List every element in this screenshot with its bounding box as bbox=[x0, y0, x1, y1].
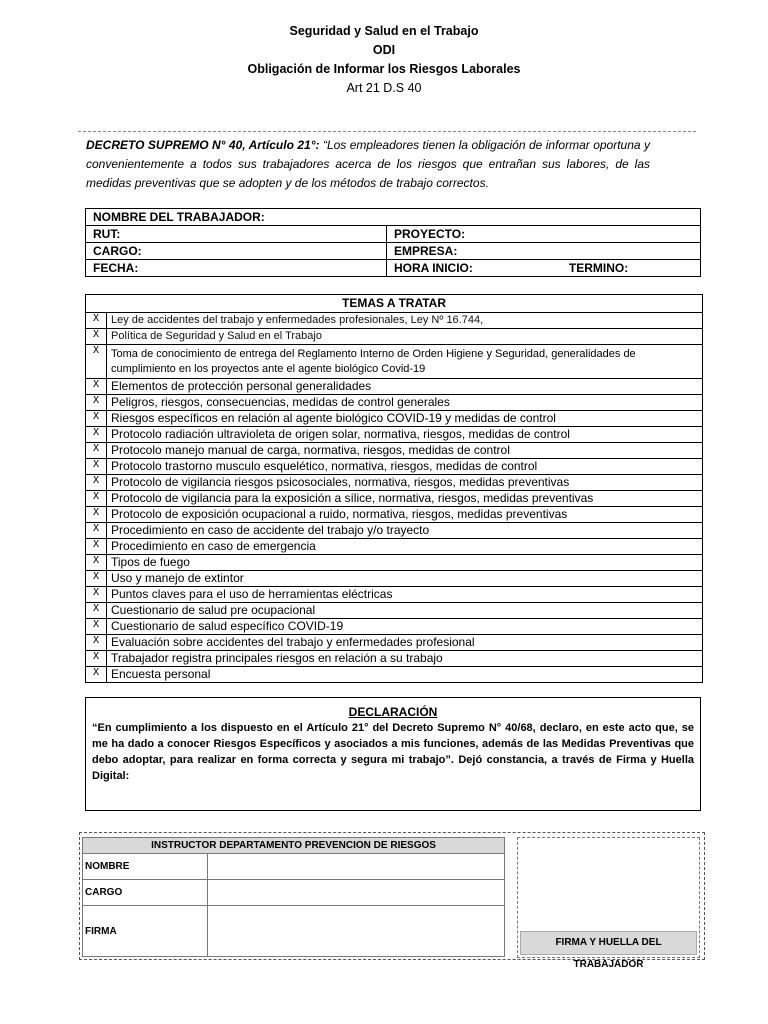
topic-row bbox=[86, 491, 703, 507]
topic-checkmark[interactable]: X bbox=[86, 345, 107, 379]
topic-label: Elementos de protección personal generalidades bbox=[107, 379, 703, 395]
declaration-box bbox=[85, 697, 701, 811]
topic-label: Uso y manejo de extintor bbox=[107, 571, 703, 587]
topic-row bbox=[86, 427, 703, 443]
topic-checkmark[interactable]: X bbox=[86, 571, 107, 587]
topic-row bbox=[86, 571, 703, 587]
topic-label: Ley de accidentes del trabajo y enfermedades profesionales, Ley Nº 16.744, bbox=[107, 313, 703, 329]
topic-checkmark[interactable]: X bbox=[86, 313, 107, 329]
field-rut[interactable]: RUT: bbox=[86, 226, 387, 243]
topic-row bbox=[86, 475, 703, 491]
topic-checkmark[interactable]: X bbox=[86, 523, 107, 539]
field-nombre[interactable]: NOMBRE DEL TRABAJADOR: bbox=[86, 209, 701, 226]
topic-label: Procedimiento en caso de emergencia bbox=[107, 539, 703, 555]
topic-label: Protocolo manejo manual de carga, normativa, riesgos, medidas de control bbox=[107, 443, 703, 459]
field-empresa[interactable]: EMPRESA: bbox=[387, 243, 701, 260]
divider bbox=[78, 131, 696, 132]
instructor-cargo-label: CARGO bbox=[83, 880, 208, 906]
instructor-cargo-field[interactable] bbox=[208, 880, 505, 906]
topics-header: TEMAS A TRATAR bbox=[86, 295, 703, 313]
instructor-nombre-label: NOMBRE bbox=[83, 854, 208, 880]
topic-label: Toma de conocimiento de entrega del Reglamento Interno de Orden Higiene y Seguridad, generalidades de cumplimiento en los proyectos ante el agente biológico Covid-19 bbox=[107, 345, 703, 379]
topic-label: Tipos de fuego bbox=[107, 555, 703, 571]
topic-row bbox=[86, 443, 703, 459]
decree-label: DECRETO SUPREMO N° 40, Artículo 21°: bbox=[86, 138, 320, 152]
topic-label: Protocolo de exposición ocupacional a ruido, normativa, riesgos, medidas preventivas bbox=[107, 507, 703, 523]
topic-label: Política de Seguridad y Salud en el Trabajo bbox=[107, 329, 703, 345]
worker-signature-box[interactable] bbox=[517, 837, 700, 970]
topic-checkmark[interactable]: X bbox=[86, 651, 107, 667]
topic-row bbox=[86, 395, 703, 411]
declaration-title: DECLARACIÓN bbox=[348, 705, 438, 719]
topic-row bbox=[86, 587, 703, 603]
topic-label: Protocolo trastorno musculo esquelético, normativa, riesgos, medidas de control bbox=[107, 459, 703, 475]
topic-checkmark[interactable]: X bbox=[86, 619, 107, 635]
header-line-1: Seguridad y Salud en el Trabajo bbox=[289, 24, 479, 38]
topic-label: Procedimiento en caso de accidente del trabajo y/o trayecto bbox=[107, 523, 703, 539]
header-line-2: ODI bbox=[372, 43, 396, 57]
header-line-4: Art 21 D.S 40 bbox=[346, 81, 422, 95]
topic-label: Cuestionario de salud específico COVID-19 bbox=[107, 619, 703, 635]
topic-row bbox=[86, 635, 703, 651]
topic-row bbox=[86, 313, 703, 329]
topic-checkmark[interactable]: X bbox=[86, 427, 107, 443]
topic-checkmark[interactable]: X bbox=[86, 491, 107, 507]
topic-row bbox=[86, 507, 703, 523]
topic-row bbox=[86, 411, 703, 427]
topic-row bbox=[86, 459, 703, 475]
topic-checkmark[interactable]: X bbox=[86, 379, 107, 395]
topic-label: Peligros, riesgos, consecuencias, medidas de control generales bbox=[107, 395, 703, 411]
field-proyecto[interactable]: PROYECTO: bbox=[387, 226, 701, 243]
declaration-text: “En cumplimiento a los dispuesto en el Artículo 21° del Decreto Supremo N° 40/68, declaro, en este acto que, se me ha dado a conocer Riesgos Específicos y asociados a mis funciones, además de las Medidas Preventivas que debo adoptar, para realizar en forma correcta y segura mi trabajo”. Dejó constancia, a través de Firma y Huella Digital: bbox=[92, 722, 694, 782]
topic-row bbox=[86, 539, 703, 555]
topic-row bbox=[86, 555, 703, 571]
field-termino: TERMINO: bbox=[568, 261, 629, 275]
document-header bbox=[0, 22, 768, 98]
field-cargo[interactable]: CARGO: bbox=[86, 243, 387, 260]
topic-checkmark[interactable]: X bbox=[86, 459, 107, 475]
topic-checkmark[interactable]: X bbox=[86, 475, 107, 491]
topic-label: Protocolo radiación ultravioleta de origen solar, normativa, riesgos, medidas de control bbox=[107, 427, 703, 443]
worker-signature-caption: FIRMA Y HUELLA DEL TRABAJADOR bbox=[520, 931, 697, 955]
decree-text: “Los empleadores tienen la obligación de informar oportuna y convenientemente a todos sus trabajadores acerca de los riesgos que entrañan sus labores, de las medidas preventivas que se adopten y de los métodos de trabajo correctos. bbox=[86, 138, 651, 190]
topic-checkmark[interactable]: X bbox=[86, 555, 107, 571]
header-line-3: Obligación de Informar los Riesgos Laborales bbox=[247, 62, 521, 76]
topic-row bbox=[86, 651, 703, 667]
topic-checkmark[interactable]: X bbox=[86, 411, 107, 427]
instructor-nombre-field[interactable] bbox=[208, 854, 505, 880]
field-hora-inicio: HORA INICIO: bbox=[394, 261, 473, 275]
topic-checkmark[interactable]: X bbox=[86, 635, 107, 651]
topic-row bbox=[86, 667, 703, 683]
topic-label: Protocolo de vigilancia riesgos psicosociales, normativa, riesgos, medidas preventivas bbox=[107, 475, 703, 491]
topic-row bbox=[86, 603, 703, 619]
topic-checkmark[interactable]: X bbox=[86, 667, 107, 683]
topic-checkmark[interactable]: X bbox=[86, 539, 107, 555]
topic-checkmark[interactable]: X bbox=[86, 329, 107, 345]
topic-label: Cuestionario de salud pre ocupacional bbox=[107, 603, 703, 619]
topic-row bbox=[86, 523, 703, 539]
topic-checkmark[interactable]: X bbox=[86, 507, 107, 523]
field-fecha[interactable]: FECHA: bbox=[86, 260, 387, 277]
topic-checkmark[interactable]: X bbox=[86, 395, 107, 411]
topic-row bbox=[86, 329, 703, 345]
topic-checkmark[interactable]: X bbox=[86, 443, 107, 459]
instructor-header: INSTRUCTOR DEPARTAMENTO PREVENCION DE RIESGOS bbox=[83, 838, 505, 854]
instructor-firma-label: FIRMA bbox=[83, 906, 208, 957]
topic-label: Protocolo de vigilancia para la exposición a sílice, normativa, riesgos, medidas preventivas bbox=[107, 491, 703, 507]
topic-checkmark[interactable]: X bbox=[86, 603, 107, 619]
instructor-table bbox=[82, 837, 505, 957]
topic-label: Puntos claves para el uso de herramientas eléctricas bbox=[107, 587, 703, 603]
topic-row bbox=[86, 345, 703, 379]
topic-label: Evaluación sobre accidentes del trabajo y enfermedades profesional bbox=[107, 635, 703, 651]
decree-paragraph bbox=[86, 136, 650, 193]
worker-info-table bbox=[85, 208, 701, 277]
topic-label: Riesgos específicos en relación al agente biológico COVID-19 y medidas de control bbox=[107, 411, 703, 427]
topic-label: Encuesta personal bbox=[107, 667, 703, 683]
topic-row bbox=[86, 619, 703, 635]
field-hora[interactable] bbox=[387, 260, 701, 277]
topic-checkmark[interactable]: X bbox=[86, 587, 107, 603]
instructor-firma-field[interactable] bbox=[208, 906, 505, 957]
topics-table bbox=[85, 294, 703, 683]
topic-row bbox=[86, 379, 703, 395]
topic-label: Trabajador registra principales riesgos en relación a su trabajo bbox=[107, 651, 703, 667]
